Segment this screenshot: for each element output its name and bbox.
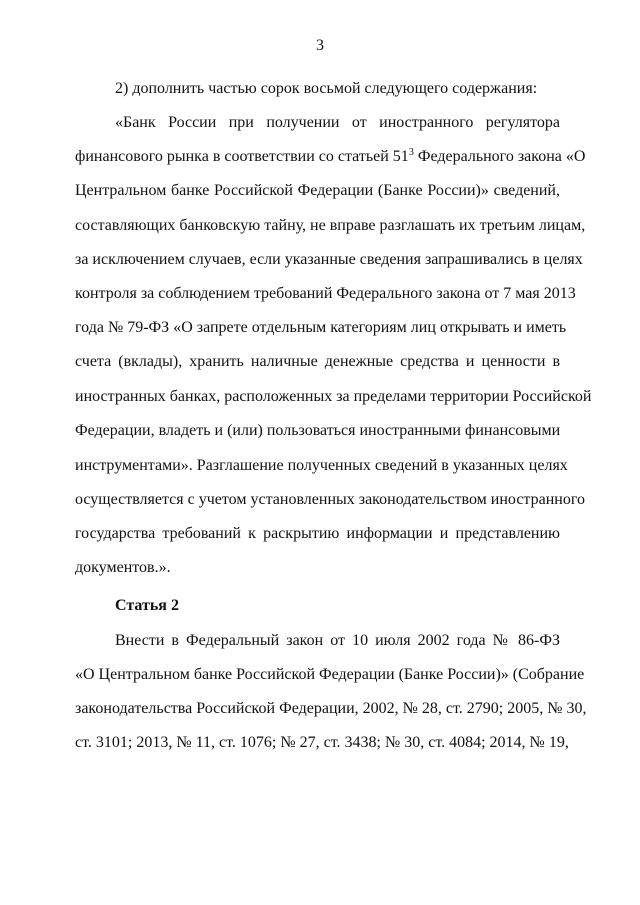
paragraph-line: составляющих банковскую тайну, не вправе разглашать их третьим лицам, (75, 217, 586, 234)
line-text: финансового рынка в соответствии со статьей 51 (75, 148, 409, 165)
paragraph-line: Внести в Федеральный закон от 10 июля 2002 года № 86-ФЗ (115, 632, 560, 649)
paragraph-line: ст. 3101; 2013, № 11, ст. 1076; № 27, ст. 3438; № 30, ст. 4084; 2014, № 19, (75, 734, 569, 751)
paragraph-line: «О Центральном банке Российской Федерации (Банке России)» (Собрание (75, 666, 585, 683)
paragraph-line: инструментами». Разглашение полученных сведений в указанных целях (75, 457, 568, 474)
line-text: Федерального закона «О (413, 148, 586, 165)
paragraph-line: документов.». (75, 559, 171, 576)
superscript: 3 (408, 147, 414, 158)
paragraph-line: государства требований к раскрытию информации и представлению (75, 525, 560, 542)
paragraph-line: года № 79-ФЗ «О запрете отдельным категориям лиц открывать и иметь (75, 319, 567, 336)
article-heading: Статья 2 (115, 597, 179, 614)
paragraph-line: контроля за соблюдением требований Федерального закона от 7 мая 2013 (75, 285, 576, 302)
paragraph-line (75, 147, 586, 167)
page-number: 3 (316, 37, 324, 54)
paragraph-line: Федерации, владеть и (или) пользоваться иностранными финансовыми (75, 422, 561, 439)
paragraph-line: осуществляется с учетом установленных законодательством иностранного (75, 491, 585, 508)
paragraph-line: иностранных банках, расположенных за пределами территории Российской (75, 388, 592, 405)
paragraph-line: счета (вклады), хранить наличные денежные средства и ценности в (75, 353, 560, 370)
paragraph-line: за исключением случаев, если указанные сведения запрашивались в целях (75, 251, 583, 268)
paragraph-line: Центральном банке Российской Федерации (Банке России)» сведений, (75, 182, 560, 199)
paragraph-line: законодательства Российской Федерации, 2002, № 28, ст. 2790; 2005, № 30, (75, 700, 587, 717)
paragraph-line: 2) дополнить частью сорок восьмой следующего содержания: (115, 80, 538, 97)
paragraph-line: «Банк России при получении от иностранного регулятора (115, 114, 560, 131)
